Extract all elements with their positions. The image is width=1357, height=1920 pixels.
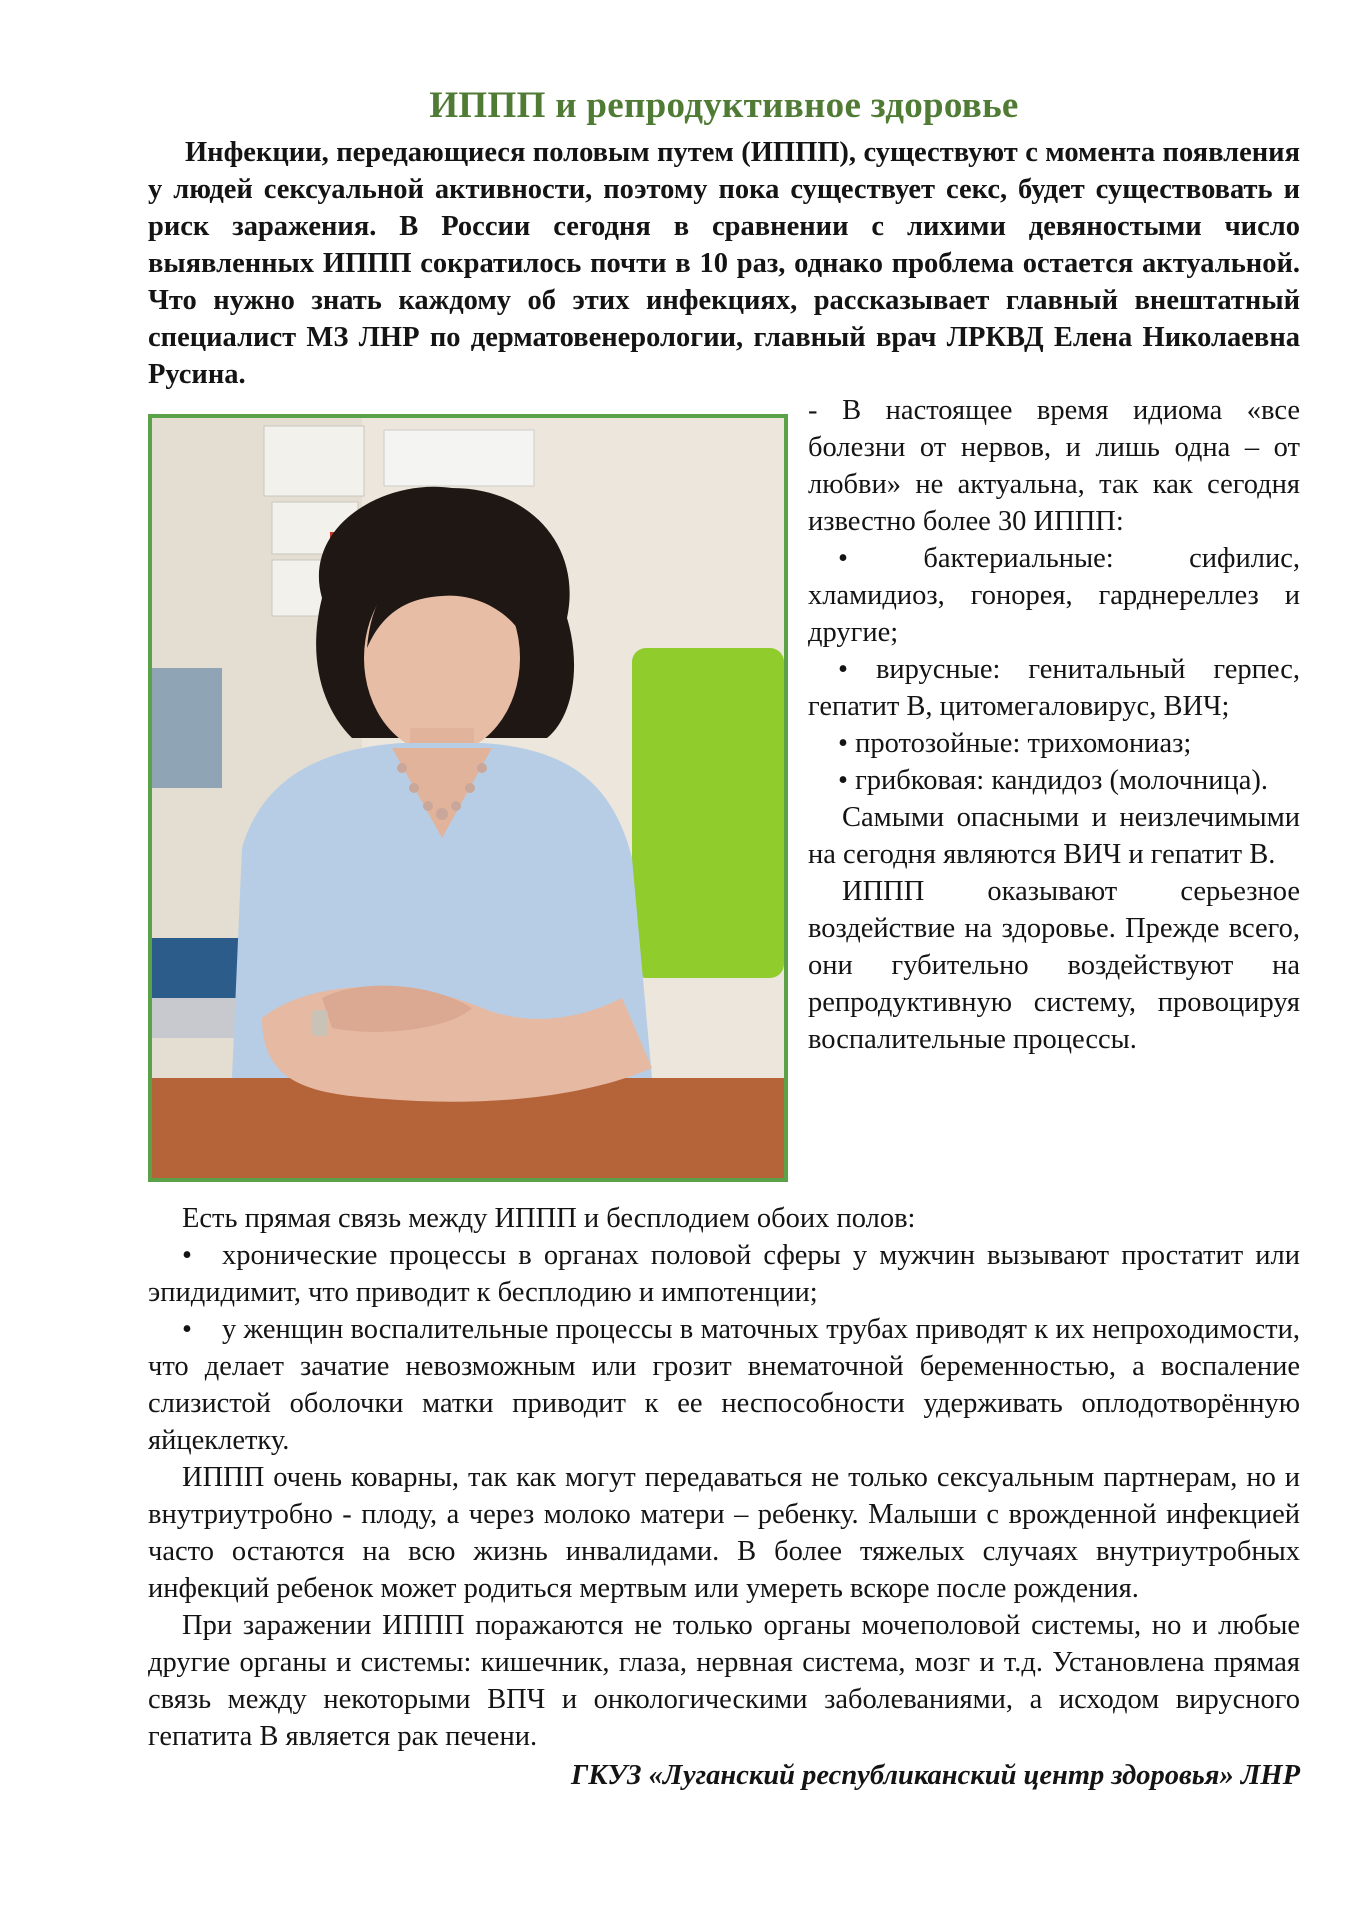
dangerous-infections-paragraph: Самыми опасными и неизлечимыми на сегодня являются ВИЧ и гепатит В. bbox=[808, 802, 1300, 870]
doctor-portrait-photo bbox=[148, 414, 788, 1182]
list-item: • вирусные: генитальный герпес, гепатит В, цитомегаловирус, ВИЧ; bbox=[808, 651, 1300, 725]
organs-paragraph: При заражении ИППП поражаются не только органы мочеполовой системы, но и любые другие органы и системы: кишечник, глаза, нервная система, мозг и т.д. Установлена прямая связь между некоторыми ВПЧ и онкологическими заболеваниями, а исходом вирусного гепатита В является рак печени. bbox=[148, 1610, 1300, 1752]
sidebar-text bbox=[808, 392, 1300, 1058]
list-item: • бактериальные: сифилис, хламидиоз, гонорея, гарднереллез и другие; bbox=[808, 540, 1300, 651]
list-item: • грибковая: кандидоз (молочница). bbox=[808, 762, 1300, 799]
infection-types-list bbox=[808, 540, 1300, 799]
infertility-intro: Есть прямая связь между ИППП и бесплодием обоих полов: bbox=[182, 1203, 916, 1234]
intro-paragraph: - В настоящее время идиома «все болезни от нервов, и лишь одна – от любви» не актуальна, так как сегодня известно более 30 ИППП: bbox=[808, 395, 1300, 537]
list-item: • у женщин воспалительные процессы в маточных трубах приводят к их непроходимости, что делает зачатие невозможным или грозит внематочной беременностью, а воспаление слизистой оболочки матки приводит к ее неспособности удерживать оплодотворённую яйцеклетку. bbox=[148, 1311, 1300, 1459]
lead-paragraph: Инфекции, передающиеся половым путем (ИППП), существуют с момента появления у людей сексуальной активности, поэтому пока существует секс, будет существовать и риск заражения. В России сегодня в сравнении с лихими девяностыми число выявленных ИППП сократилось почти в 10 раз, однако проблема остается актуальной. Что нужно знать каждому об этих инфекциях, рассказывает главный внештатный специалист МЗ ЛНР по дерматовенерологии, главный врач ЛРКВД Елена Николаевна Русина. bbox=[148, 137, 1300, 390]
signature: ГКУЗ «Луганский республиканский центр здоровья» ЛНР bbox=[571, 1760, 1300, 1791]
health-impact-paragraph: ИППП оказывают серьезное воздействие на здоровье. Прежде всего, они губительно воздействуют на репродуктивную систему, провоцируя воспалительные процессы. bbox=[808, 876, 1300, 1055]
document-title: ИППП и репродуктивное здоровье bbox=[429, 85, 1019, 126]
infertility-list bbox=[148, 1237, 1300, 1459]
main-text bbox=[148, 1200, 1300, 1755]
children-risk-paragraph: ИППП очень коварны, так как могут передаваться не только сексуальным партнерам, но и внутриутробно - плоду, а через молоко матери – ребенку. Малыши с врожденной инфекцией часто остаются на всю жизнь инвалидами. В более тяжелых случаях внутриутробных инфекций ребенок может родиться мертвым или умереть вскоре после рождения. bbox=[148, 1462, 1300, 1604]
list-item: • хронические процессы в органах половой сферы у мужчин вызывают простатит или эпидидимит, что приводит к бесплодию и импотенции; bbox=[148, 1237, 1300, 1311]
list-item: • протозойные: трихомониаз; bbox=[808, 725, 1300, 762]
